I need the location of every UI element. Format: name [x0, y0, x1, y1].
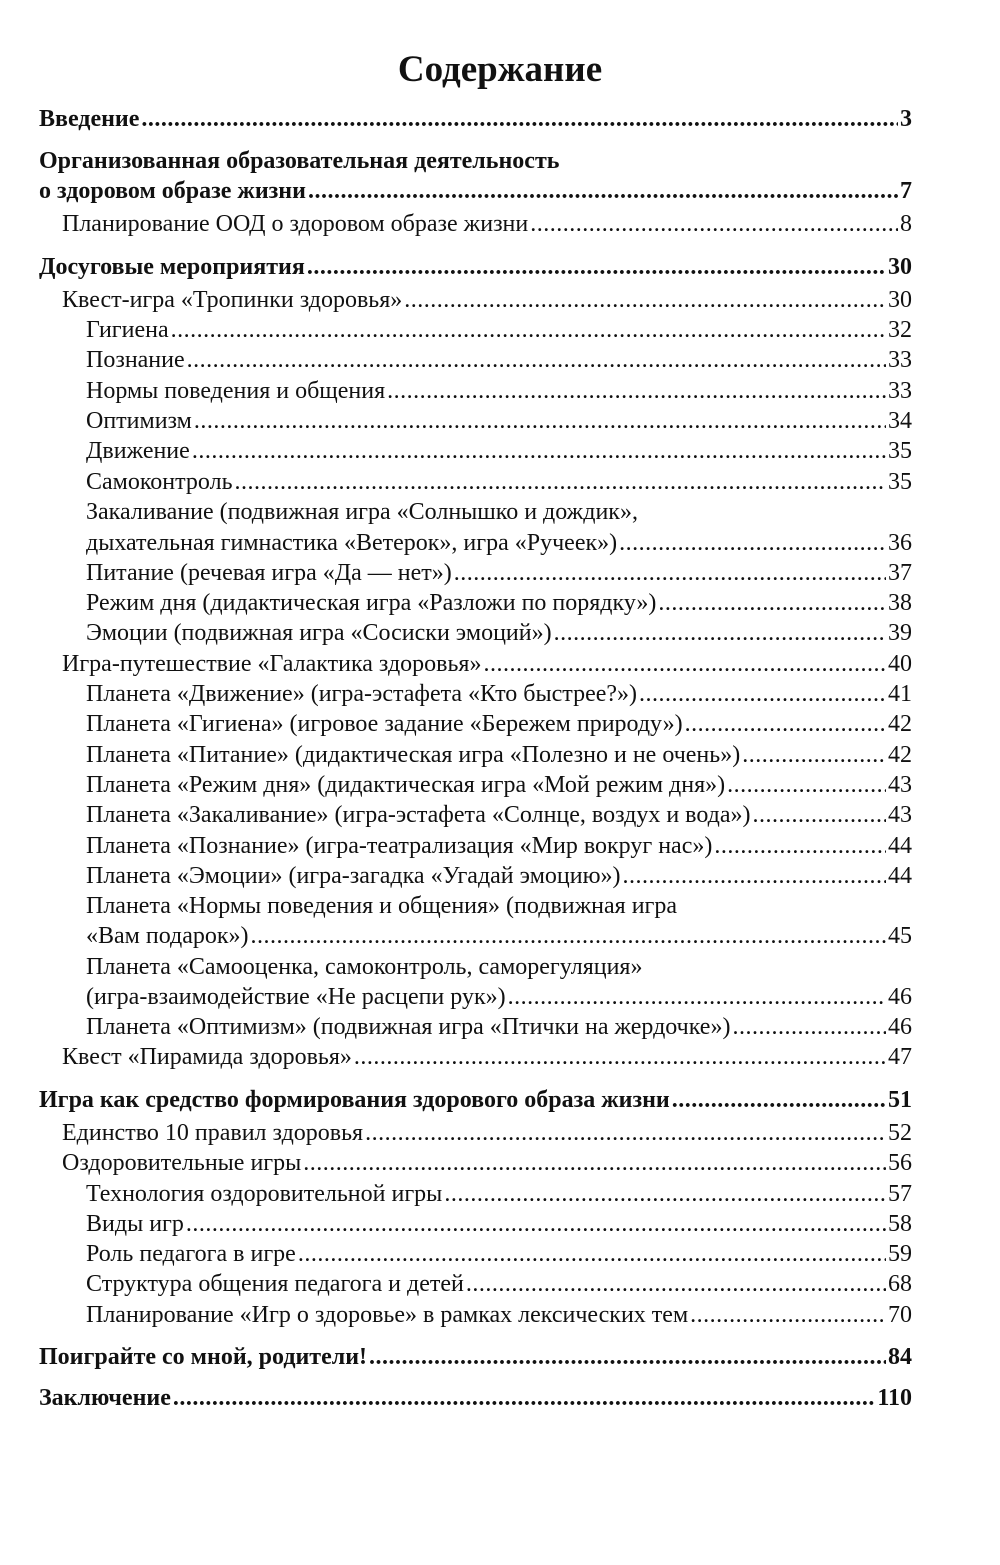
toc-page-number: 52 [888, 1120, 912, 1146]
toc-leader-dots [308, 176, 898, 206]
toc-entry-title: дыхательная гимнастика «Ветерок», игра «Ручеек») [86, 530, 618, 556]
toc-page-number: 47 [888, 1044, 912, 1070]
toc-page-number: 45 [888, 923, 912, 949]
toc-page-number: 57 [888, 1181, 912, 1207]
toc-entry-title: Планета «Нормы поведения и общения» (подвижная игра [86, 893, 678, 919]
toc-entry [86, 1012, 912, 1042]
toc-entry [86, 800, 912, 830]
toc-entry [86, 315, 912, 345]
toc-entry-title: Питание (речевая игра «Да — нет») [86, 560, 452, 586]
toc-entry-title: (игра-взаимодействие «Не расцепи рук») [86, 984, 506, 1010]
toc-entry-title: Познание [86, 347, 185, 373]
toc-entry-title: Роль педагога в игре [86, 1241, 296, 1267]
toc-entry-title: Досуговые мероприятия [39, 254, 305, 280]
toc-entry-title: Поиграйте со мной, родители! [39, 1344, 368, 1370]
toc-leader-dots [672, 1085, 886, 1115]
toc-page-number: 8 [900, 211, 912, 237]
toc-entry-title: Самоконтроль [86, 469, 233, 495]
toc-leader-dots [508, 982, 886, 1012]
toc-page-number: 56 [888, 1150, 912, 1176]
toc-entry-title: Оптимизм [86, 408, 192, 434]
toc-leader-dots [235, 467, 886, 497]
toc-entry [62, 1042, 912, 1072]
toc-leader-dots [298, 1239, 886, 1269]
toc-entry-title: Организованная образовательная деятельность [39, 148, 560, 174]
toc-page-number: 37 [888, 560, 912, 586]
toc-entry [86, 436, 912, 466]
toc-entry-title: Технология оздоровительной игры [86, 1181, 443, 1207]
toc-entry [86, 618, 912, 648]
toc-leader-dots [623, 861, 886, 891]
toc-leader-dots [454, 558, 886, 588]
toc-entry-title: Виды игр [86, 1211, 184, 1237]
toc-entry-title: Закаливание (подвижная игра «Солнышко и дождик», [86, 499, 638, 525]
toc-page-number: 46 [888, 984, 912, 1010]
toc-entry-title: Планета «Гигиена» (игровое задание «Бережем природу») [86, 711, 683, 737]
toc-entry [62, 1118, 912, 1148]
toc-entry [39, 104, 912, 134]
toc-entry-title: Гигиена [86, 317, 169, 343]
toc-page-number: 39 [888, 620, 912, 646]
toc-entry [62, 649, 912, 679]
toc-entry [86, 376, 912, 406]
toc-entry [39, 252, 912, 282]
toc-leader-dots [753, 800, 886, 830]
toc-entry [62, 285, 912, 315]
toc-page-number: 43 [888, 772, 912, 798]
toc-leader-dots [690, 1300, 886, 1330]
toc-entry [86, 1300, 912, 1330]
toc-leader-dots [732, 1012, 886, 1042]
toc-entry-line [39, 146, 912, 176]
toc-leader-dots [192, 436, 886, 466]
toc-leader-dots [444, 1179, 886, 1209]
toc-leader-dots [307, 252, 886, 282]
toc-leader-dots [387, 376, 886, 406]
toc-page-number: 42 [888, 742, 912, 768]
page-title: Содержание [397, 49, 603, 90]
toc-page-number: 44 [888, 833, 912, 859]
toc-entry-line [86, 952, 912, 982]
toc-page-number: 33 [888, 347, 912, 373]
toc-page-number: 44 [888, 863, 912, 889]
toc-leader-dots [187, 345, 886, 375]
toc-leader-dots [658, 588, 886, 618]
toc-page-number: 70 [888, 1302, 912, 1328]
toc-page-number: 42 [888, 711, 912, 737]
toc-entry-title: Планирование «Игр о здоровье» в рамках лексических тем [86, 1302, 689, 1328]
toc-entry [62, 209, 912, 239]
toc-entry [39, 1383, 912, 1413]
toc-page-number: 58 [888, 1211, 912, 1237]
toc-page-number: 35 [888, 438, 912, 464]
toc-leader-dots [365, 1118, 886, 1148]
toc-entry-title: «Вам подарок») [86, 923, 249, 949]
toc-entry-title: Заключение [39, 1385, 171, 1411]
toc-page-number: 46 [888, 1014, 912, 1040]
toc-leader-dots [685, 709, 886, 739]
toc-leader-dots [742, 740, 886, 770]
toc-page-number: 7 [900, 178, 912, 204]
toc-leader-dots [639, 679, 886, 709]
toc-entry-title: Планета «Самооценка, самоконтроль, саморегуляция» [86, 954, 643, 980]
toc-entry-title: Планета «Познание» (игра-театрализация «Мир вокруг нас») [86, 833, 713, 859]
toc-entry-title: Движение [86, 438, 190, 464]
toc-entry [39, 1085, 912, 1115]
toc-entry-title: Квест «Пирамида здоровья» [62, 1044, 352, 1070]
toc-page-number: 41 [888, 681, 912, 707]
toc-page-number: 33 [888, 378, 912, 404]
toc-page-number: 38 [888, 590, 912, 616]
toc-leader-dots [369, 1342, 886, 1372]
toc-page-number: 110 [877, 1385, 912, 1411]
toc-entry [86, 831, 912, 861]
toc-entry [86, 1209, 912, 1239]
toc-entry-title: Введение [39, 106, 140, 132]
toc-leader-dots [303, 1148, 886, 1178]
toc-entry-title: Единство 10 правил здоровья [62, 1120, 364, 1146]
toc-entry [86, 1269, 912, 1299]
toc-leader-dots [173, 1383, 875, 1413]
toc-page-number: 40 [888, 651, 912, 677]
toc-entry [86, 740, 912, 770]
toc-leader-dots [194, 406, 886, 436]
toc-leader-dots [354, 1042, 886, 1072]
toc-entry [86, 861, 912, 891]
toc-page-number: 3 [900, 106, 912, 132]
toc-page-number: 35 [888, 469, 912, 495]
toc-entry [86, 679, 912, 709]
toc-entry-title: Эмоции (подвижная игра «Сосиски эмоций») [86, 620, 552, 646]
toc-entry [86, 770, 912, 800]
toc-entry [86, 982, 912, 1012]
toc-leader-dots [251, 921, 886, 951]
toc-leader-dots [186, 1209, 886, 1239]
toc-page-number: 84 [888, 1344, 912, 1370]
toc-entry-title: Планирование ООД о здоровом образе жизни [62, 211, 529, 237]
toc-entry [86, 558, 912, 588]
toc-entry-title: Планета «Движение» (игра-эстафета «Кто быстрее?») [86, 681, 638, 707]
toc-entry [86, 709, 912, 739]
toc-entry [86, 406, 912, 436]
toc-entry [86, 921, 912, 951]
toc-entry-line [86, 891, 912, 921]
toc-entry-title: Планета «Питание» (дидактическая игра «Полезно и не очень») [86, 742, 741, 768]
toc-leader-dots [404, 285, 886, 315]
toc-leader-dots [714, 831, 886, 861]
toc-page-number: 32 [888, 317, 912, 343]
toc-entry-title: Планета «Закаливание» (игра-эстафета «Солнце, воздух и вода») [86, 802, 751, 828]
toc-entry-line [86, 497, 912, 527]
toc-leader-dots [530, 209, 898, 239]
toc-entry [39, 176, 912, 206]
toc-entry-title: Планета «Эмоции» (игра-загадка «Угадай эмоцию») [86, 863, 621, 889]
toc-page-number: 59 [888, 1241, 912, 1267]
toc-leader-dots [171, 315, 886, 345]
toc-entry-title: Квест-игра «Тропинки здоровья» [62, 287, 403, 313]
toc-page-number: 51 [888, 1087, 912, 1113]
toc-leader-dots [727, 770, 886, 800]
toc-entry-title: о здоровом образе жизни [39, 178, 306, 204]
toc-entry-title: Игра-путешествие «Галактика здоровья» [62, 651, 482, 677]
toc-entry [86, 1239, 912, 1269]
toc-entry [86, 1179, 912, 1209]
toc-leader-dots [619, 528, 886, 558]
toc-entry [86, 467, 912, 497]
toc-page-number: 43 [888, 802, 912, 828]
toc-page-number: 36 [888, 530, 912, 556]
toc-entry-title: Нормы поведения и общения [86, 378, 386, 404]
toc-entry-title: Режим дня (дидактическая игра «Разложи по порядку») [86, 590, 657, 616]
toc-leader-dots [554, 618, 886, 648]
toc-entry [86, 588, 912, 618]
toc-page-number: 30 [888, 287, 912, 313]
toc-entry [86, 345, 912, 375]
toc-entry-title: Планета «Режим дня» (дидактическая игра «Мой режим дня») [86, 772, 726, 798]
toc-entry-title: Планета «Оптимизм» (подвижная игра «Птички на жердочке») [86, 1014, 731, 1040]
toc-entry-title: Структура общения педагога и детей [86, 1271, 464, 1297]
toc-entry-title: Игра как средство формирования здорового образа жизни [39, 1087, 670, 1113]
toc-entry [39, 1342, 912, 1372]
toc-page-number: 30 [888, 254, 912, 280]
toc-entry-title: Оздоровительные игры [62, 1150, 302, 1176]
toc-leader-dots [141, 104, 898, 134]
toc-entry [62, 1148, 912, 1178]
toc-page-number: 34 [888, 408, 912, 434]
toc-entry [86, 528, 912, 558]
toc-page-number: 68 [888, 1271, 912, 1297]
toc-leader-dots [483, 649, 886, 679]
toc-leader-dots [466, 1269, 886, 1299]
